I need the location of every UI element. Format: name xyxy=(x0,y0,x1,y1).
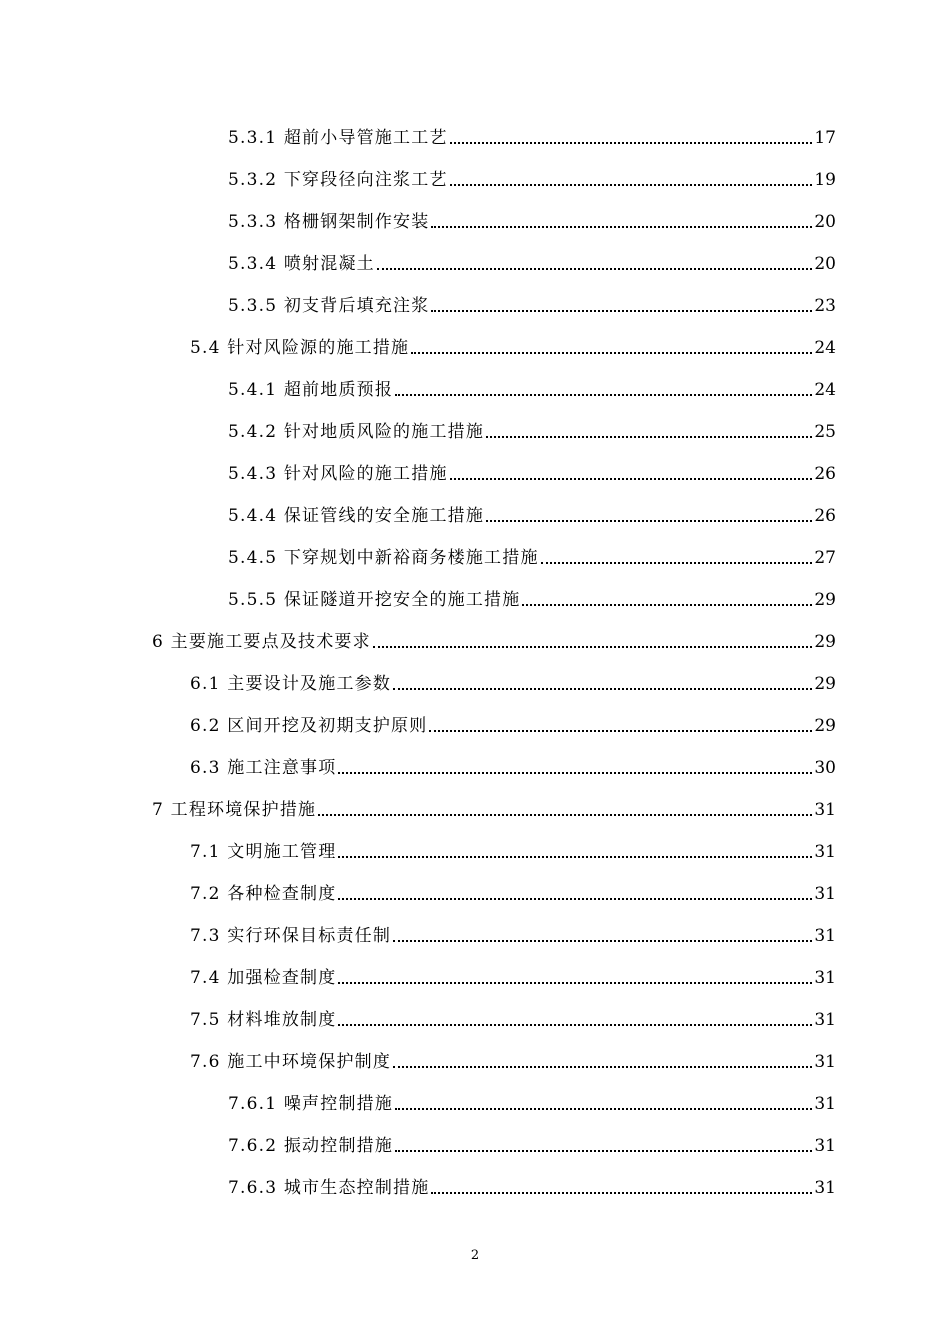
toc-dot-leader xyxy=(393,1066,812,1068)
toc-entry-page: 29 xyxy=(814,632,836,652)
toc-dot-leader xyxy=(541,562,813,564)
toc-entry-7[interactable] xyxy=(152,792,836,822)
toc-dot-leader xyxy=(338,856,812,858)
toc-dot-leader xyxy=(411,352,812,354)
toc-entry-page: 20 xyxy=(814,254,836,274)
toc-entry-page: 17 xyxy=(814,128,836,148)
toc-entry-title: 5.4 针对风险源的施工措施 xyxy=(190,338,410,358)
toc-entry-title: 6.2 区间开挖及初期支护原则 xyxy=(190,716,428,736)
toc-entry-title: 5.3.2 下穿段径向注浆工艺 xyxy=(228,170,448,190)
toc-entry-title: 7.3 实行环保目标责任制 xyxy=(190,926,392,946)
toc-entry-title: 7.4 加强检查制度 xyxy=(190,968,337,988)
toc-entry-5-4-5[interactable] xyxy=(228,540,836,570)
toc-dot-leader xyxy=(377,268,813,270)
toc-entry-page: 31 xyxy=(814,1178,836,1198)
toc-entry-title: 5.4.1 超前地质预报 xyxy=(228,380,394,400)
toc-entry-page: 20 xyxy=(814,212,836,232)
toc-entry-title: 7.6.1 噪声控制措施 xyxy=(228,1094,394,1114)
toc-entry-page: 26 xyxy=(814,464,836,484)
toc-entry-5-3-3[interactable] xyxy=(228,204,836,234)
toc-entry-title: 7.5 材料堆放制度 xyxy=(190,1010,337,1030)
toc-dot-leader xyxy=(338,982,812,984)
toc-dot-leader xyxy=(431,310,812,312)
toc-entry-7-5[interactable] xyxy=(190,1002,836,1032)
toc-entry-page: 31 xyxy=(814,884,836,904)
toc-entry-page: 27 xyxy=(814,548,836,568)
toc-entry-page: 31 xyxy=(814,800,836,820)
toc-entry-page: 29 xyxy=(814,590,836,610)
toc-entry-title: 5.4.4 保证管线的安全施工措施 xyxy=(228,506,485,526)
toc-entry-title: 7 工程环境保护措施 xyxy=(152,800,317,820)
toc-entry-title: 6 主要施工要点及技术要求 xyxy=(152,632,371,652)
toc-dot-leader xyxy=(450,478,813,480)
toc-entry-6-1[interactable] xyxy=(190,666,836,696)
toc-entry-title: 7.6.2 振动控制措施 xyxy=(228,1136,394,1156)
toc-entry-title: 5.3.5 初支背后填充注浆 xyxy=(228,296,430,316)
toc-entry-6-3[interactable] xyxy=(190,750,836,780)
toc-entry-page: 31 xyxy=(814,1136,836,1156)
toc-entry-title: 5.4.5 下穿规划中新裕商务楼施工措施 xyxy=(228,548,539,568)
toc-dot-leader xyxy=(450,184,813,186)
toc-entry-page: 26 xyxy=(814,506,836,526)
toc-dot-leader xyxy=(373,646,813,648)
toc-entry-title: 7.2 各种检查制度 xyxy=(190,884,337,904)
toc-entry-page: 30 xyxy=(814,758,836,778)
toc-entry-title: 5.5.5 保证隧道开挖安全的施工措施 xyxy=(228,590,521,610)
toc-entry-page: 31 xyxy=(814,968,836,988)
toc-entry-5-5-5[interactable] xyxy=(228,582,836,612)
toc-entry-7-2[interactable] xyxy=(190,876,836,906)
toc-entry-title: 5.4.3 针对风险的施工措施 xyxy=(228,464,448,484)
toc-entry-5-4-4[interactable] xyxy=(228,498,836,528)
toc-entry-title: 5.3.1 超前小导管施工工艺 xyxy=(228,128,448,148)
toc-entry-5-3-2[interactable] xyxy=(228,162,836,192)
page-number: 2 xyxy=(470,1248,480,1263)
toc-dot-leader xyxy=(318,814,812,816)
toc-dot-leader xyxy=(338,1024,812,1026)
toc-dot-leader xyxy=(393,940,812,942)
toc-entry-title: 6.3 施工注意事项 xyxy=(190,758,337,778)
toc-entry-5-4-3[interactable] xyxy=(228,456,836,486)
toc-entry-page: 31 xyxy=(814,1094,836,1114)
toc-entry-page: 29 xyxy=(814,716,836,736)
toc-entry-title: 5.3.3 格栅钢架制作安装 xyxy=(228,212,430,232)
toc-dot-leader xyxy=(393,688,812,690)
toc-dot-leader xyxy=(429,730,812,732)
toc-entry-page: 31 xyxy=(814,1010,836,1030)
toc-entry-6-2[interactable] xyxy=(190,708,836,738)
toc-dot-leader xyxy=(522,604,812,606)
toc-entry-5-3-1[interactable] xyxy=(228,120,836,150)
toc-dot-leader xyxy=(486,436,812,438)
toc-entry-5-4-1[interactable] xyxy=(228,372,836,402)
toc-entry-5-3-4[interactable] xyxy=(228,246,836,276)
toc-entry-page: 29 xyxy=(814,674,836,694)
toc-entry-title: 7.6 施工中环境保护制度 xyxy=(190,1052,392,1072)
toc-entry-page: 19 xyxy=(814,170,836,190)
toc-entry-title: 7.6.3 城市生态控制措施 xyxy=(228,1178,430,1198)
toc-entry-page: 23 xyxy=(814,296,836,316)
toc-dot-leader xyxy=(486,520,812,522)
toc-entry-7-6-2[interactable] xyxy=(228,1128,836,1158)
toc-entry-7-4[interactable] xyxy=(190,960,836,990)
toc-entry-page: 31 xyxy=(814,842,836,862)
toc-dot-leader xyxy=(338,772,812,774)
toc-entry-5-3-5[interactable] xyxy=(228,288,836,318)
toc-entry-5-4[interactable] xyxy=(190,330,836,360)
toc-dot-leader xyxy=(431,1192,812,1194)
toc-dot-leader xyxy=(431,226,812,228)
toc-entry-title: 5.3.4 喷射混凝土 xyxy=(228,254,375,274)
toc-entry-page: 31 xyxy=(814,1052,836,1072)
toc-dot-leader xyxy=(395,394,812,396)
toc-entry-page: 25 xyxy=(814,422,836,442)
toc-entry-title: 7.1 文明施工管理 xyxy=(190,842,337,862)
toc-entry-title: 6.1 主要设计及施工参数 xyxy=(190,674,392,694)
toc-dot-leader xyxy=(395,1108,812,1110)
toc-entry-page: 31 xyxy=(814,926,836,946)
toc-entry-7-6-1[interactable] xyxy=(228,1086,836,1116)
toc-entry-7-1[interactable] xyxy=(190,834,836,864)
toc-entry-7-6-3[interactable] xyxy=(228,1170,836,1200)
toc-dot-leader xyxy=(395,1150,812,1152)
toc-entry-title: 5.4.2 针对地质风险的施工措施 xyxy=(228,422,485,442)
toc-entry-page: 24 xyxy=(814,338,836,358)
toc-dot-leader xyxy=(338,898,812,900)
toc-dot-leader xyxy=(450,142,813,144)
toc-entry-6[interactable] xyxy=(152,624,836,654)
toc-entry-7-3[interactable] xyxy=(190,918,836,948)
toc-entry-7-6[interactable] xyxy=(190,1044,836,1074)
toc-entry-5-4-2[interactable] xyxy=(228,414,836,444)
toc-entry-page: 24 xyxy=(814,380,836,400)
